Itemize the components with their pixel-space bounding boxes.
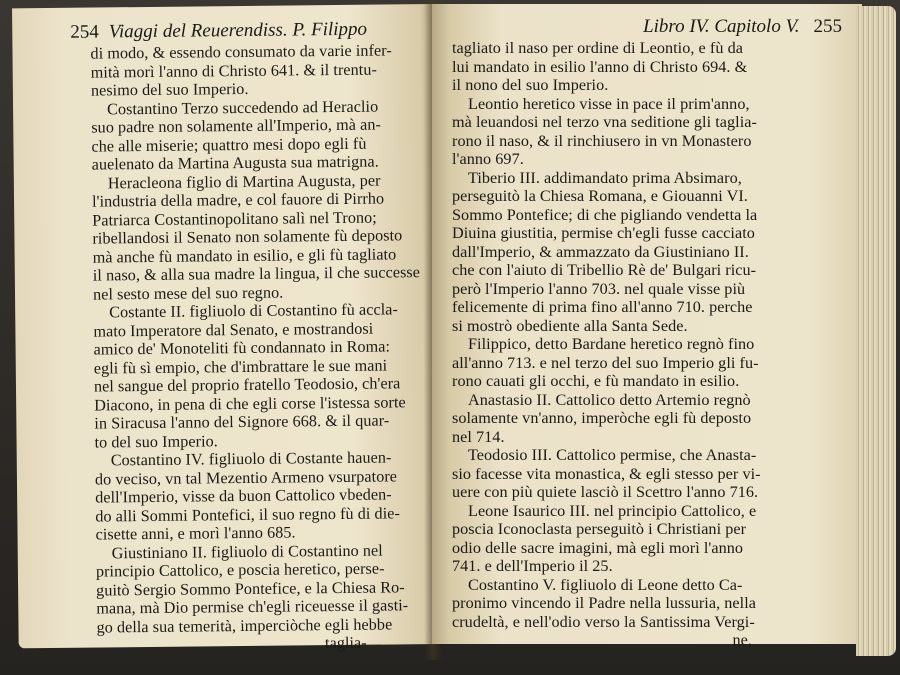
text-line: solamente vn'anno, imperòche egli fù deposto [452, 409, 752, 427]
left-running-title: Viaggi del Reuerendiss. P. Filippo [108, 18, 368, 43]
text-line: Sommo Pontefice; di che pigliando vendetta la [452, 205, 758, 224]
text-line: Filippico, detto Bardane heretico regnò fino [468, 335, 755, 353]
right-running-head [452, 16, 842, 38]
text-line: nel 714. [452, 427, 505, 446]
text-line: mana, mà Dio permise ch'egli riceuesse il gasti- [96, 596, 409, 618]
text-line: il nono del suo Imperio. [452, 76, 609, 94]
right-running-title: Libro IV. Capitolo V. [643, 16, 800, 37]
text-line: mità morì l'anno di Christo 641. & il trentu- [90, 60, 377, 82]
text-line: go della sua temerità, imperciòche egli hebbe [96, 614, 393, 637]
text-line: Costantino V. figliuolo di Leone detto Ca- [468, 575, 743, 594]
text-line: perseguitò la Chiesa Romana, e Giouanni VI. [452, 187, 748, 205]
text-line: Diacono, in pena di che egli corse l'istessa sorte [94, 392, 406, 415]
left-running-head [70, 18, 420, 44]
text-line: ribellandosi il Senato non solamente fù deposto [92, 226, 403, 248]
text-line: Patriarca Costantinopolitano salì nel Trono; [92, 208, 377, 230]
text-line: tagliato il naso per ordine di Leontio, e fù da [452, 39, 743, 57]
text-line: auelenato da Martina Augusta sua matrigna. [91, 152, 379, 174]
left-page [12, 4, 439, 653]
text-line: do veciso, vn tal Mezentio Armeno vsurpatore [94, 466, 398, 489]
text-line: in Siracusa l'anno del Signore 668. & il quar- [94, 411, 390, 433]
text-line: mà leuandosi nel terzo vna seditione gli taglia- [452, 113, 757, 131]
text-line: che alle miserie; quattro mesi dopo egli fù [91, 134, 367, 156]
text-line: lui mandato in esilio l'anno di Christo 694. & [452, 57, 748, 76]
text-line: che con l'aiuto di Tribellio Rè de' Bulgari ricu- [452, 261, 757, 279]
text-line: nel sangue del proprio fratello Teodosio, ch'era [93, 374, 401, 396]
text-line: Leontio heretico visse in pace il prim'anno, [468, 94, 750, 113]
text-line: rono cauati gli occhi, e fù mandato in esilio. [452, 372, 740, 390]
left-page-number: 254 [70, 21, 99, 43]
text-line: Diuina giustitia, permise ch'egli fusse cacciato [452, 224, 755, 242]
text-line: 741. e dell'Imperio il 25. [452, 557, 613, 575]
text-line: pronimo vincendo il Padre nella lussuria, nella [452, 594, 756, 612]
text-line: Heracleona figlio di Martina Augusta, per [107, 171, 381, 192]
text-line: guitò Sergio Sommo Pontefice, e la Chiesa Ro- [96, 577, 405, 600]
left-catchword: taglia- [324, 633, 367, 653]
text-line: egli fù sì empio, che d'imbrattare le sue mani [93, 355, 388, 378]
text-line: principio Cattolico, e poscia heretico, perse- [95, 559, 385, 581]
text-line: si mostrò obediente alla Santa Sede. [452, 316, 688, 335]
text-line: rono il naso, & il rinchiusero in vn Monastero [452, 131, 752, 150]
text-line: do alli Sommi Pontefici, il suo regno fù di die- [95, 503, 400, 526]
text-line: Costantino IV. figliuolo di Costante hauen- [110, 448, 392, 470]
page-edges [856, 6, 896, 656]
text-line: l'anno 697. [452, 150, 524, 168]
text-line: dell'Imperio, visse da buon Cattolico vbeden- [95, 485, 392, 507]
text-line: l'industria della madre, e col fauore di Pirrho [91, 189, 385, 211]
right-catchword: ne, [732, 631, 752, 649]
text-line: to del suo Imperio. [94, 431, 218, 452]
text-line: Giustiniano II. figliuolo di Costantino nel [111, 541, 383, 562]
right-page [432, 4, 862, 649]
text-line: sio facesse vita monastica, & egli stesso per vi- [452, 464, 761, 483]
text-line: Teodosio III. Cattolico permise, che Anasta- [468, 446, 757, 464]
text-line: Costantino Terzo succedendo ad Heraclio [106, 97, 379, 118]
text-line: mato Imperatore dal Senato, e mostrandosi [93, 319, 374, 341]
text-line: il naso, & alla sua madre la lingua, il che successe [92, 263, 421, 285]
text-line: amico de' Monoteliti fù condannato in Roma: [93, 337, 391, 359]
text-line: poscia Iconoclasta perseguitò i Christiani per [452, 520, 747, 538]
text-line: Anastasio II. Cattolico detto Artemio regnò [468, 390, 751, 409]
text-line: Costante II. figliuolo di Costantino fù accla- [109, 300, 398, 322]
text-line: mà anche fù mandato in esilio, e gli fù tagliato [92, 244, 397, 267]
text-line: all'anno 713. e nel terzo del suo Imperio gli fu- [452, 353, 759, 372]
text-line: Tiberio III. addimandato prima Absimaro, [468, 168, 742, 187]
text-line: odio delle sacre imagini, mà egli morì l'anno [452, 538, 744, 557]
text-line: nel sesto mese del suo regno. [92, 283, 284, 304]
text-line: di modo, & essendo consumato da varie infer- [90, 41, 392, 63]
text-line: crudeltà, e nell'odio verso la Santissima Vergi- [452, 612, 755, 631]
text-line: suo padre non solamente all'Imperio, mà an- [91, 115, 381, 137]
text-line: uere con più quiete lasciò il Scettro l'anno 716. [452, 483, 759, 501]
text-line: dall'Imperio, & ammazzato da Giustiniano II. [452, 242, 749, 261]
right-page-number: 255 [813, 16, 842, 37]
text-line: cisette anni, e morì l'anno 685. [95, 523, 296, 544]
text-line: nesimo del suo Imperio. [90, 79, 249, 100]
text-line: però l'Imperio l'anno 703. nel quale visse più [452, 279, 746, 298]
text-line: Leone Isaurico III. nel principio Cattolico, e [468, 501, 757, 520]
text-line: felicemente di prima fino all'anno 710. perche [452, 298, 753, 316]
